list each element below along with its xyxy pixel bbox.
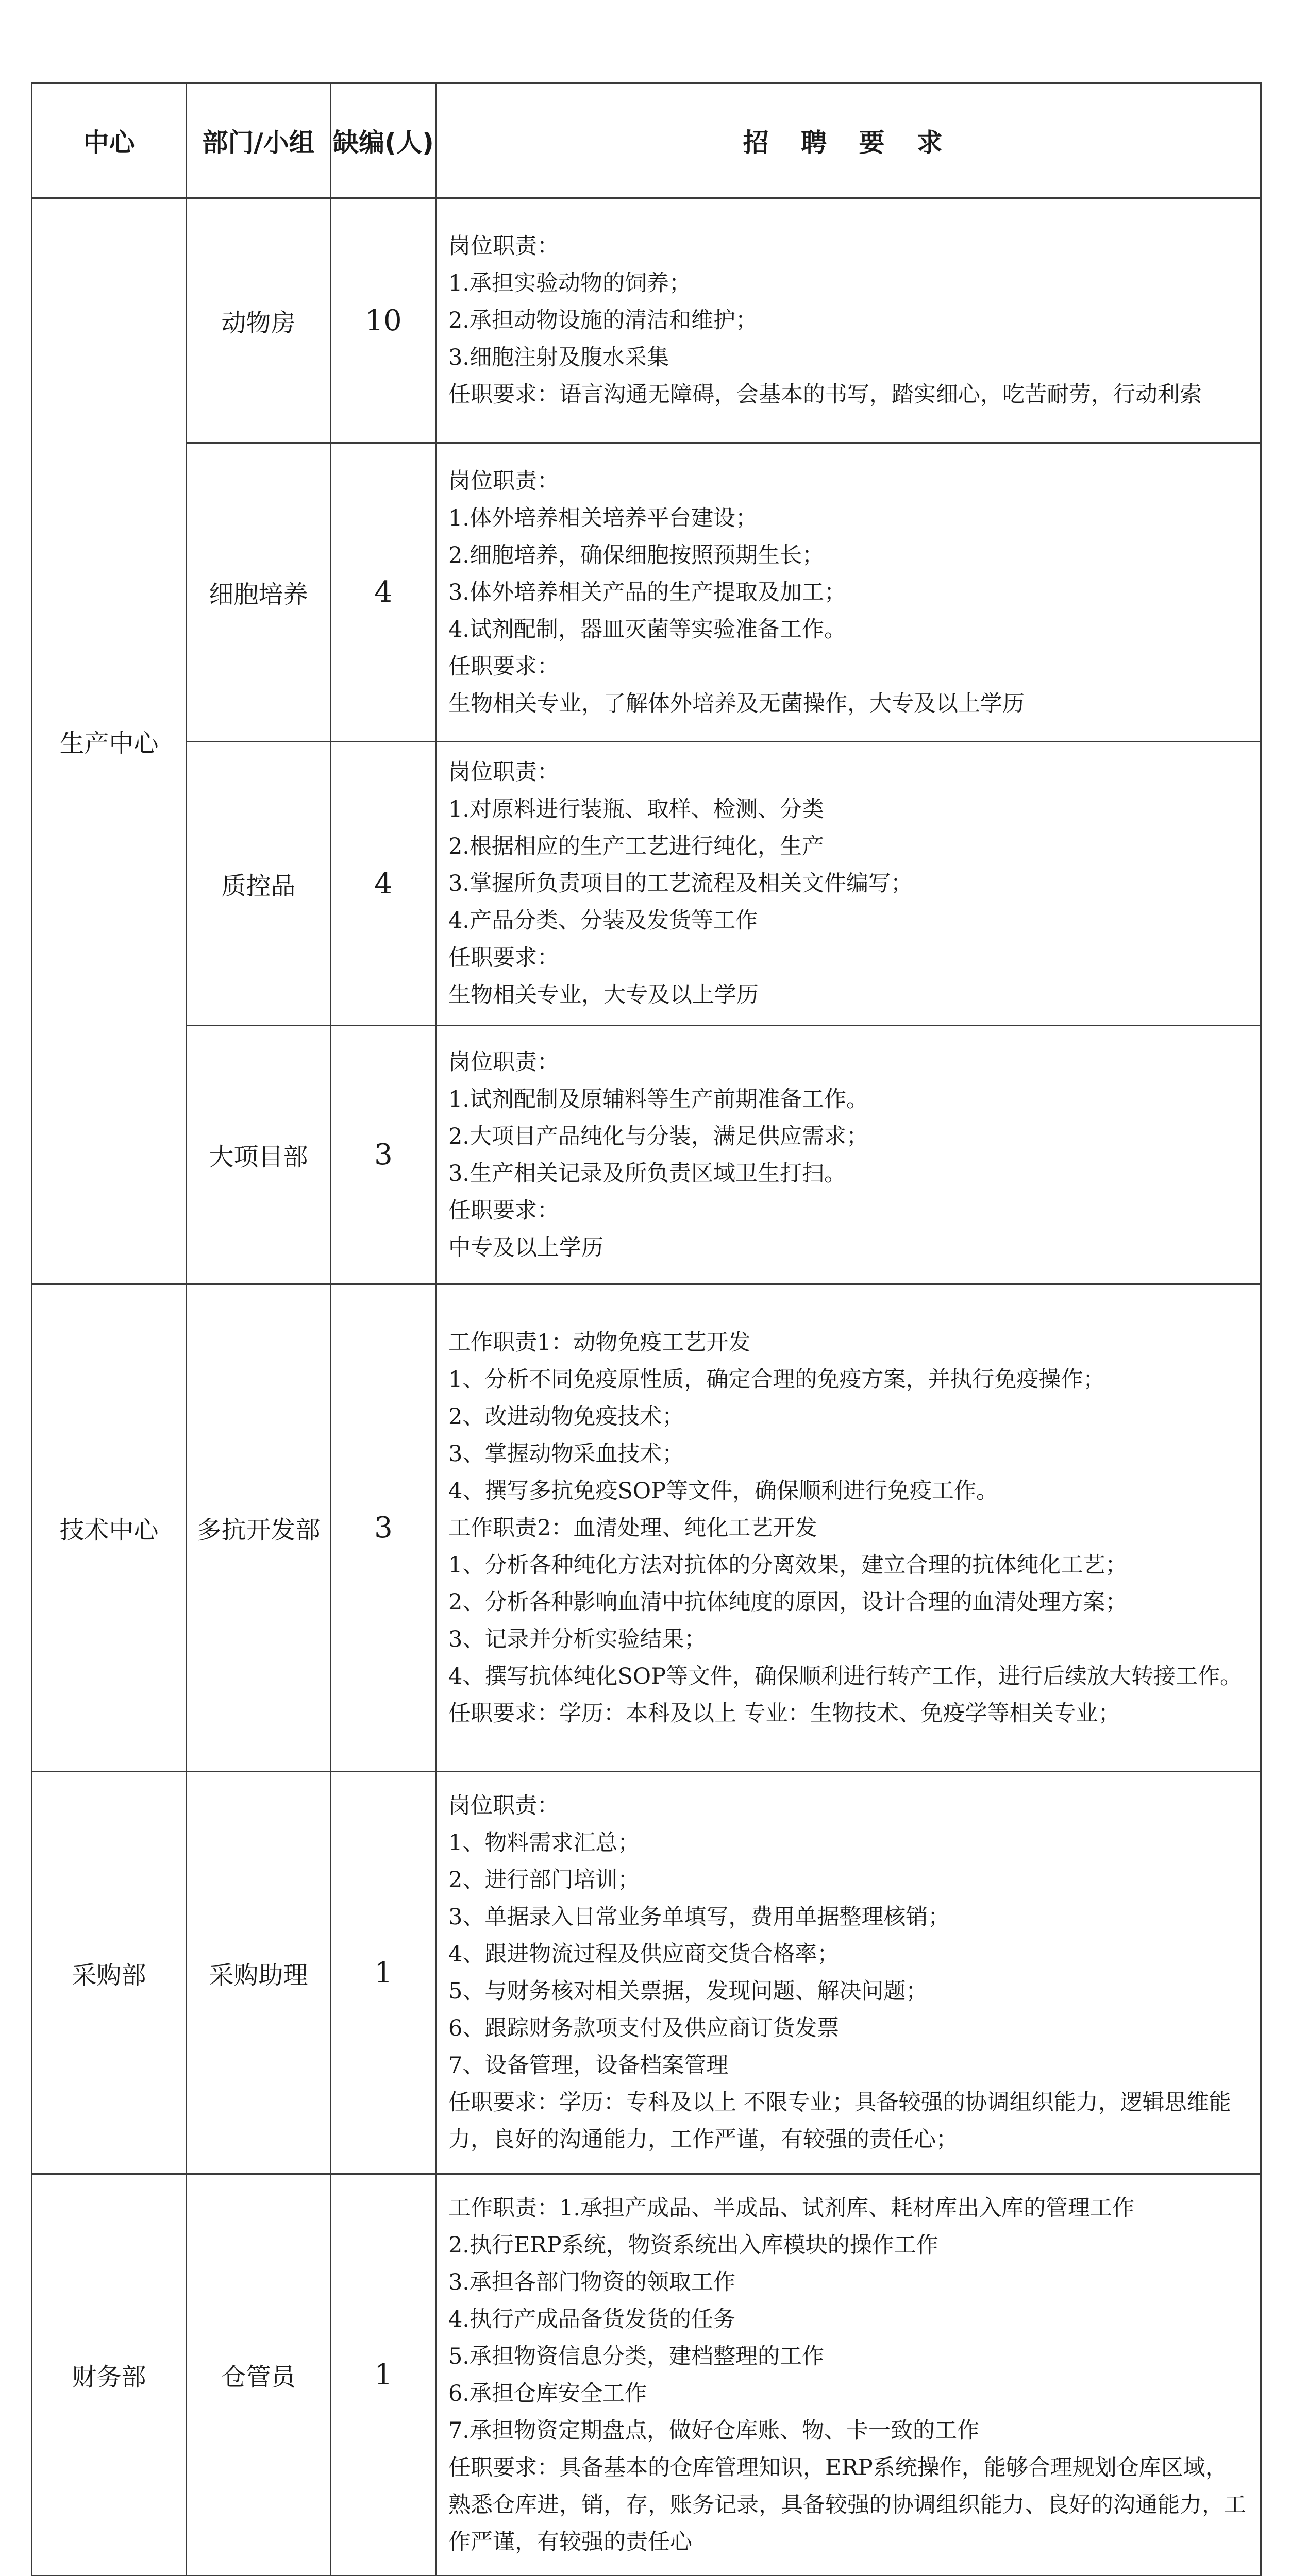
requirement-line: 任职要求：具备基本的仓库管理知识，ERP系统操作，能够合理规划仓库区域，熟悉仓库进，销，存，账务记录，具备较强的协调组织能力、良好的沟通能力，工作严谨，有较强的责任心 [448,2454,1246,2555]
requirement-line: 6、跟踪财务款项支付及供应商订货发票 [448,2015,840,2041]
requirements-cell [437,1772,1261,2174]
count-cell: 4 [331,443,437,742]
count-cell: 1 [331,2174,437,2576]
requirement-line: 任职要求： [448,945,559,971]
count-cell: 3 [331,1284,437,1772]
requirement-line: 2.承担动物设施的清洁和维护； [448,308,758,333]
requirement-line: 3.掌握所负责项目的工艺流程及相关文件编写； [448,871,913,896]
table-row [32,443,1261,742]
requirement-line: 岗位职责： [448,468,559,494]
requirement-line: 1、分析各种纯化方法对抗体的分离效果，建立合理的抗体纯化工艺； [448,1552,1128,1578]
header-center: 中心 [32,83,187,198]
requirement-line: 3.承担各部门物资的领取工作 [448,2269,736,2295]
table-row [32,198,1261,443]
table-row [32,2174,1261,2576]
count-cell: 1 [331,1772,437,2174]
requirement-line: 岗位职责： [448,759,559,785]
dept-cell: 多抗开发部 [187,1284,331,1772]
header-count: 缺编(人) [331,83,437,198]
requirement-line: 2.执行ERP系统，物资系统出入库模块的操作工作 [448,2232,938,2258]
table-row [32,742,1261,1026]
requirement-line: 1.承担实验动物的饲养； [448,270,692,296]
table-row [32,1284,1261,1772]
table-row [32,1772,1261,2174]
requirement-line: 2.细胞培养，确保细胞按照预期生长； [448,542,825,568]
requirement-line: 7、设备管理，设备档案管理 [448,2053,729,2078]
count-cell: 4 [331,742,437,1026]
requirement-line: 4.执行产成品备货发货的任务 [448,2306,736,2332]
requirements-cell [437,1026,1261,1284]
requirement-line: 任职要求：学历：本科及以上 专业：生物技术、免疫学等相关专业； [448,1700,1120,1726]
requirement-line: 岗位职责： [448,1049,559,1075]
requirement-line: 2、分析各种影响血清中抗体纯度的原因，设计合理的血清处理方案； [448,1589,1128,1615]
requirement-line: 1.对原料进行装瓶、取样、检测、分类 [448,796,825,822]
center-cell: 财务部 [32,2174,187,2576]
header-dept: 部门/小组 [187,83,331,198]
requirements-cell [437,742,1261,1026]
count-cell: 3 [331,1026,437,1284]
requirement-line: 4、撰写多抗免疫SOP等文件，确保顺利进行免疫工作。 [448,1478,999,1504]
requirement-line: 6.承担仓库安全工作 [448,2380,647,2406]
header-requirements: 招 聘 要 求 [437,83,1261,198]
requirement-line: 4.试剂配制，器皿灭菌等实验准备工作。 [448,616,847,642]
requirement-line: 任职要求：学历：专科及以上 不限专业；具备较强的协调组织能力，逻辑思维能力，良好的沟通能力，工作严谨，有较强的责任心； [448,2090,1231,2153]
requirement-line: 中专及以上学历 [448,1234,603,1261]
table-row [32,1026,1261,1284]
requirements-cell [437,198,1261,443]
requirement-line: 5.承担物资信息分类，建档整理的工作 [448,2343,825,2369]
dept-cell: 采购助理 [187,1772,331,2174]
requirement-line: 2.大项目产品纯化与分装，满足供应需求； [448,1123,869,1149]
requirement-line: 4、跟进物流过程及供应商交货合格率； [448,1941,840,1967]
requirement-line: 7.承担物资定期盘点，做好仓库账、物、卡一致的工作 [448,2417,980,2444]
dept-cell: 动物房 [187,198,331,443]
requirement-line: 3、掌握动物采血技术； [448,1440,684,1467]
recruitment-table [31,82,1262,2576]
requirement-line: 工作职责2：血清处理、纯化工艺开发 [448,1515,817,1541]
requirement-line: 任职要求：语言沟通无障碍，会基本的书写，踏实细心，吃苦耐劳，行动利索 [448,382,1202,408]
requirement-line: 任职要求： [448,1197,559,1224]
dept-cell: 大项目部 [187,1026,331,1284]
requirement-line: 1、分析不同免疫原性质，确定合理的免疫方案，并执行免疫操作； [448,1366,1105,1393]
center-cell: 技术中心 [32,1284,187,1772]
requirement-line: 3.体外培养相关产品的生产提取及加工； [448,579,847,605]
requirement-line: 岗位职责： [448,1793,559,1819]
requirement-line: 4、撰写抗体纯化SOP等文件，确保顺利进行转产工作，进行后续放大转接工作。 [448,1663,1242,1689]
requirement-line: 3、单据录入日常业务单填写，费用单据整理核销； [448,1904,950,1930]
requirement-line: 4.产品分类、分装及发货等工作 [448,908,758,934]
requirements-cell [437,1284,1261,1772]
requirement-line: 任职要求： [448,653,559,680]
header-row [32,83,1261,198]
requirement-line: 岗位职责： [448,233,559,259]
requirement-line: 5、与财务核对相关票据，发现问题、解决问题； [448,1978,928,2004]
center-cell: 生产中心 [32,198,187,1284]
requirement-line: 工作职责：1.承担产成品、半成品、试剂库、耗材库出入库的管理工作 [448,2195,1135,2221]
requirement-line: 2、改进动物免疫技术； [448,1403,684,1430]
center-cell: 采购部 [32,1772,187,2174]
dept-cell: 细胞培养 [187,443,331,742]
requirement-line: 3.生产相关记录及所负责区域卫生打扫。 [448,1160,847,1187]
requirement-line: 生物相关专业，了解体外培养及无菌操作，大专及以上学历 [448,690,1025,717]
dept-cell: 质控品 [187,742,331,1026]
requirement-line: 2.根据相应的生产工艺进行纯化，生产 [448,834,825,859]
requirement-line: 1.试剂配制及原辅料等生产前期准备工作。 [448,1086,869,1112]
requirement-line: 3、记录并分析实验结果； [448,1626,707,1652]
requirement-line: 生物相关专业，大专及以上学历 [448,982,759,1008]
requirements-cell [437,443,1261,742]
requirement-line: 2、进行部门培训； [448,1867,640,1893]
requirement-line: 1、物料需求汇总； [448,1830,640,1856]
requirements-cell [437,2174,1261,2576]
requirement-line: 工作职责1：动物免疫工艺开发 [448,1329,751,1355]
requirement-line: 1.体外培养相关培养平台建设； [448,505,758,531]
requirement-line: 3.细胞注射及腹水采集 [448,345,669,370]
count-cell: 10 [331,198,437,443]
dept-cell: 仓管员 [187,2174,331,2576]
